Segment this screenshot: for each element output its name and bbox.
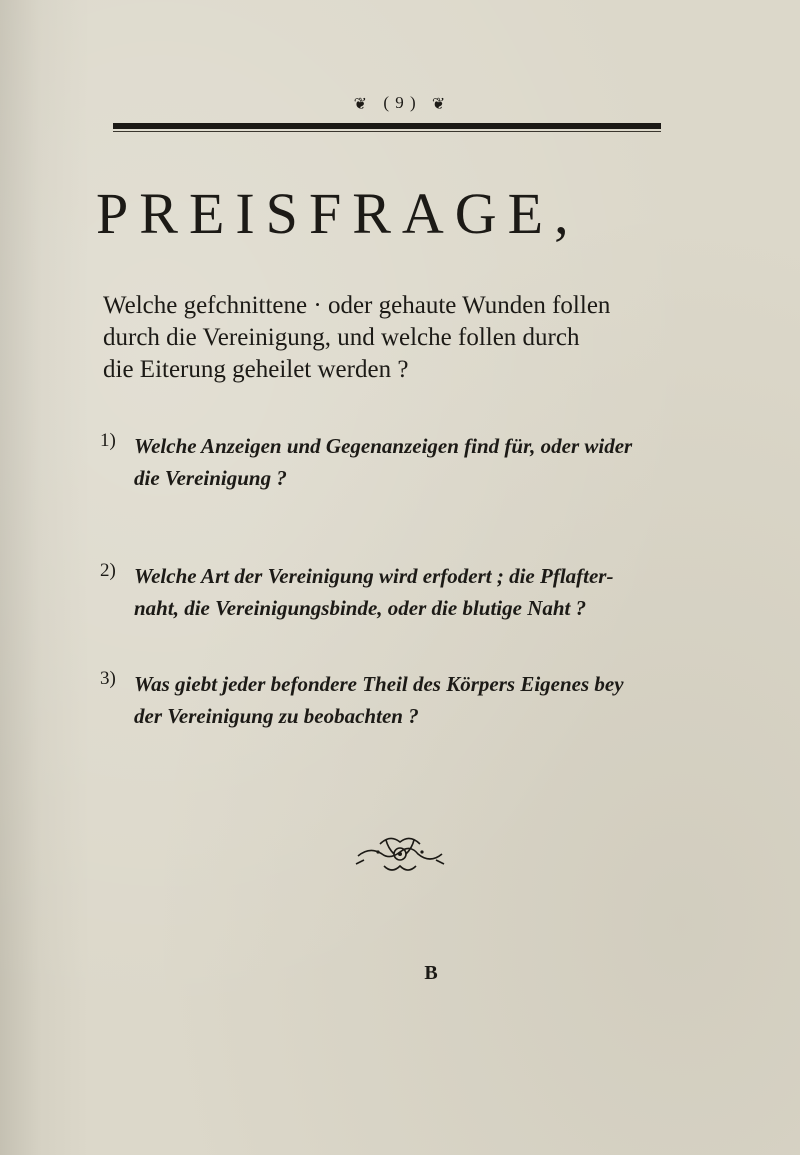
sub-question-text	[134, 430, 694, 494]
header-rule-thin	[113, 131, 661, 132]
sub-question-line: Welche Art der Vereinigung wird erfodert ; die Pflafter-	[134, 564, 614, 588]
sub-question-line: der Vereinigung zu beobachten ?	[134, 704, 419, 728]
page-title: PREISFRAGE,	[96, 181, 580, 246]
main-question	[103, 290, 703, 386]
sub-question-number: 3)	[100, 668, 116, 689]
question-line: Welche gefchnittene · oder gehaute Wunden follen	[103, 292, 611, 319]
sub-question-line: Was giebt jeder befondere Theil des Körpers Eigenes bey	[134, 672, 624, 696]
ornamental-vignette-icon	[350, 830, 450, 878]
header-rule-thick	[113, 123, 661, 129]
sub-question-text	[134, 560, 694, 624]
sub-question-number: 2)	[100, 560, 116, 581]
sub-question-line: naht, die Vereinigungsbinde, oder die blutige Naht ?	[134, 596, 587, 620]
sub-question-line: Welche Anzeigen und Gegenanzeigen find für, oder wider	[134, 434, 633, 458]
sub-question-text	[134, 668, 694, 732]
left-ornament-icon: ❦	[353, 96, 369, 113]
right-ornament-icon: ❦	[431, 96, 447, 113]
question-line: durch die Vereinigung, und welche follen durch	[103, 324, 580, 351]
running-header	[0, 93, 800, 113]
question-line: die Eiterung geheilet werden ?	[103, 356, 409, 383]
signature-mark: B	[424, 962, 438, 984]
sub-question-line: die Vereinigung ?	[134, 466, 287, 490]
page-number: ( 9 )	[383, 93, 417, 112]
sub-question-number: 1)	[100, 430, 116, 451]
